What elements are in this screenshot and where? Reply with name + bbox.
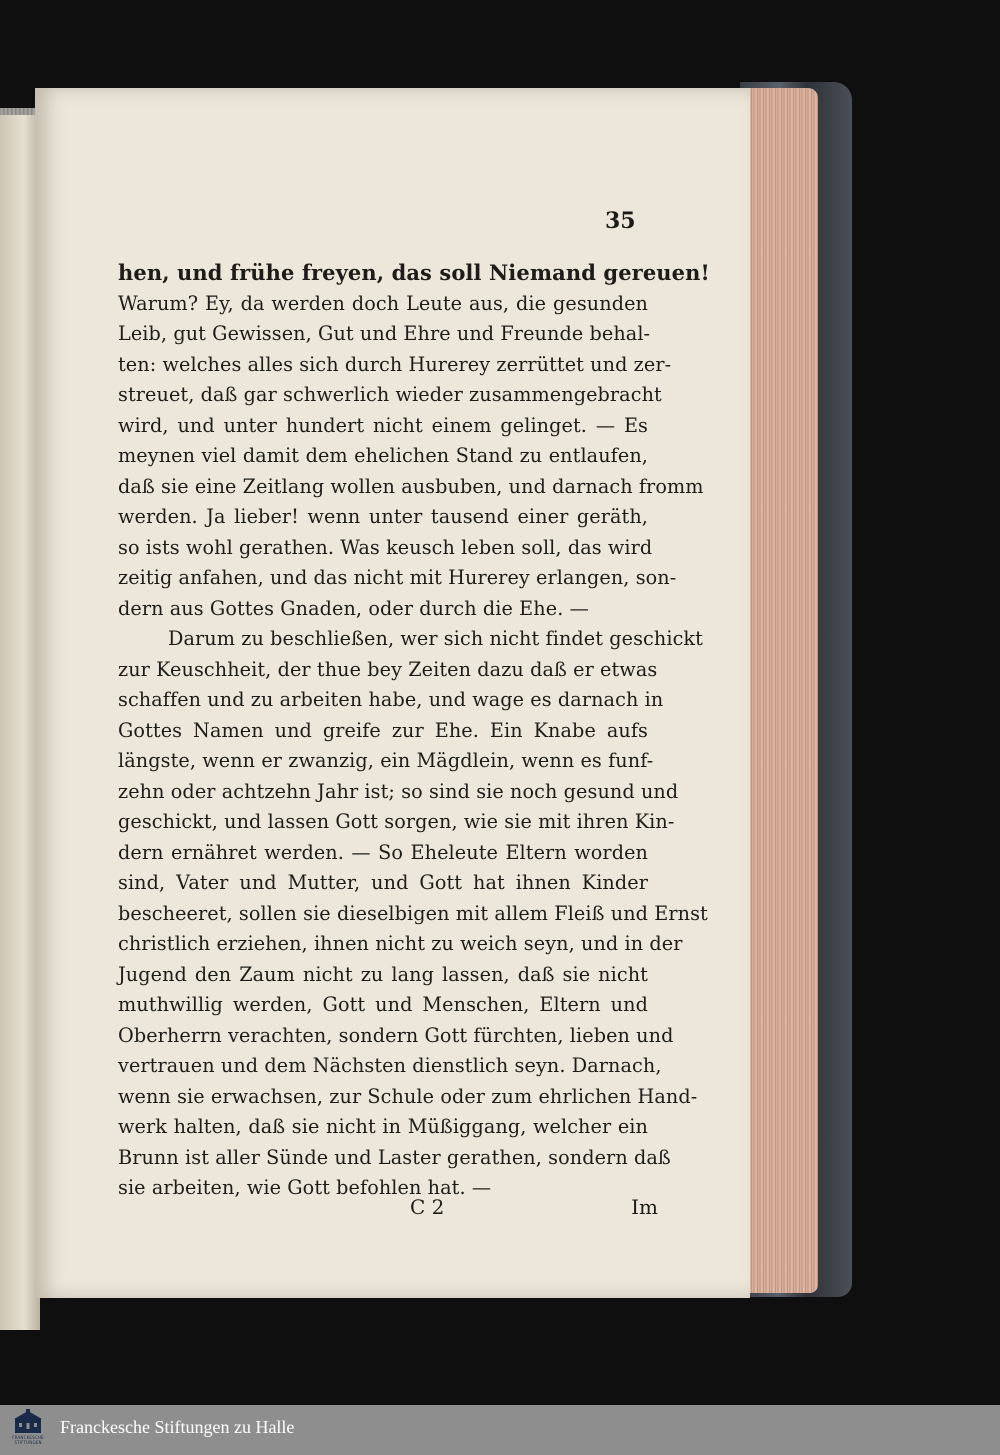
text-line: Gottes Namen und greife zur Ehe. Ein Knabe aufs [118,718,648,742]
text-line: dern aus Gottes Gnaden, oder durch die Ehe. — [118,596,589,620]
signature-mark: C 2 [410,1195,445,1219]
text-line: meynen viel damit dem ehelichen Stand zu entlaufen, [118,444,648,467]
catchline [410,1195,658,1219]
foundation-logo [4,1409,52,1451]
footer-bar [0,1405,1000,1455]
text-line: vertrauen und dem Nächsten dienstlich seyn. Darnach, [118,1054,662,1077]
orphanage-building-icon [13,1409,43,1435]
text-line: zur Keuschheit, der thue bey Zeiten dazu daß er etwas [118,657,658,681]
text-line: sie arbeiten, wie Gott befohlen hat. — [118,1176,492,1199]
text-line: so ists wohl gerathen. Was keusch leben soll, das wird [118,535,653,559]
text-line: bescheeret, sollen sie dieselbigen mit allem Fleiß und Ernst [118,901,708,925]
text-line: Brunn ist aller Sünde und Laster gerathen, sondern daß [118,1145,671,1169]
text-line: Darum zu beschließen, wer sich nicht findet geschickt [168,627,703,650]
page-edges [740,88,818,1293]
text-line: Warum? Ey, da werden doch Leute aus, die gesunden [118,291,648,315]
text-line: muthwillig werden, Gott und Menschen, Eltern und [118,993,648,1016]
text-line: werk halten, daß sie nicht in Müßiggang, welcher ein [118,1115,648,1138]
text-line: dern ernähret werden. — So Eheleute Eltern worden [118,840,648,864]
text-line: Jugend den Zaum nicht zu lang lassen, daß sie nicht [118,962,648,986]
text-line: werden. Ja lieber! wenn unter tausend einer geräth, [118,505,648,528]
logo-text: FRANCKESCHE STIFTUNGEN [12,1435,44,1445]
text-line: wird, und unter hundert nicht einem gelinget. — Es [118,413,648,437]
text-line: schaffen und zu arbeiten habe, und wage es darnach in [118,688,664,711]
text-line: hen, und frühe freyen, das soll Niemand gereuen! [118,260,710,285]
page-number: 35 [605,208,636,234]
catchword: Im [631,1195,658,1219]
page-text [118,258,710,1204]
text-line: längste, wenn er zwanzig, ein Mägdlein, wenn es funf- [118,749,654,772]
footer-title: Franckesche Stiftungen zu Halle [60,1417,295,1437]
text-line: ten: welches alles sich durch Hurerey zerrüttet und zer- [118,352,672,376]
text-line: wenn sie erwachsen, zur Schule oder zum ehrlichen Hand- [118,1084,698,1108]
text-line: zehn oder achtzehn Jahr ist; so sind sie noch gesund und [118,779,679,803]
text-line: Leib, gut Gewissen, Gut und Ehre und Freunde behal- [118,322,651,345]
text-line: daß sie eine Zeitlang wollen ausbuben, und darnach fromm [118,474,704,498]
text-line: christlich erziehen, ihnen nicht zu weich seyn, und in der [118,932,683,955]
text-line: sind, Vater und Mutter, und Gott hat ihnen Kinder [118,871,648,894]
text-line: Oberherrn verachten, sondern Gott fürchten, lieben und [118,1023,674,1047]
text-line: zeitig anfahen, und das nicht mit Hurerey erlangen, son- [118,566,677,589]
text-line: geschickt, und lassen Gott sorgen, wie sie mit ihren Kin- [118,810,675,833]
left-page [0,115,40,1330]
text-line: streuet, daß gar schwerlich wieder zusammengebracht [118,383,662,406]
